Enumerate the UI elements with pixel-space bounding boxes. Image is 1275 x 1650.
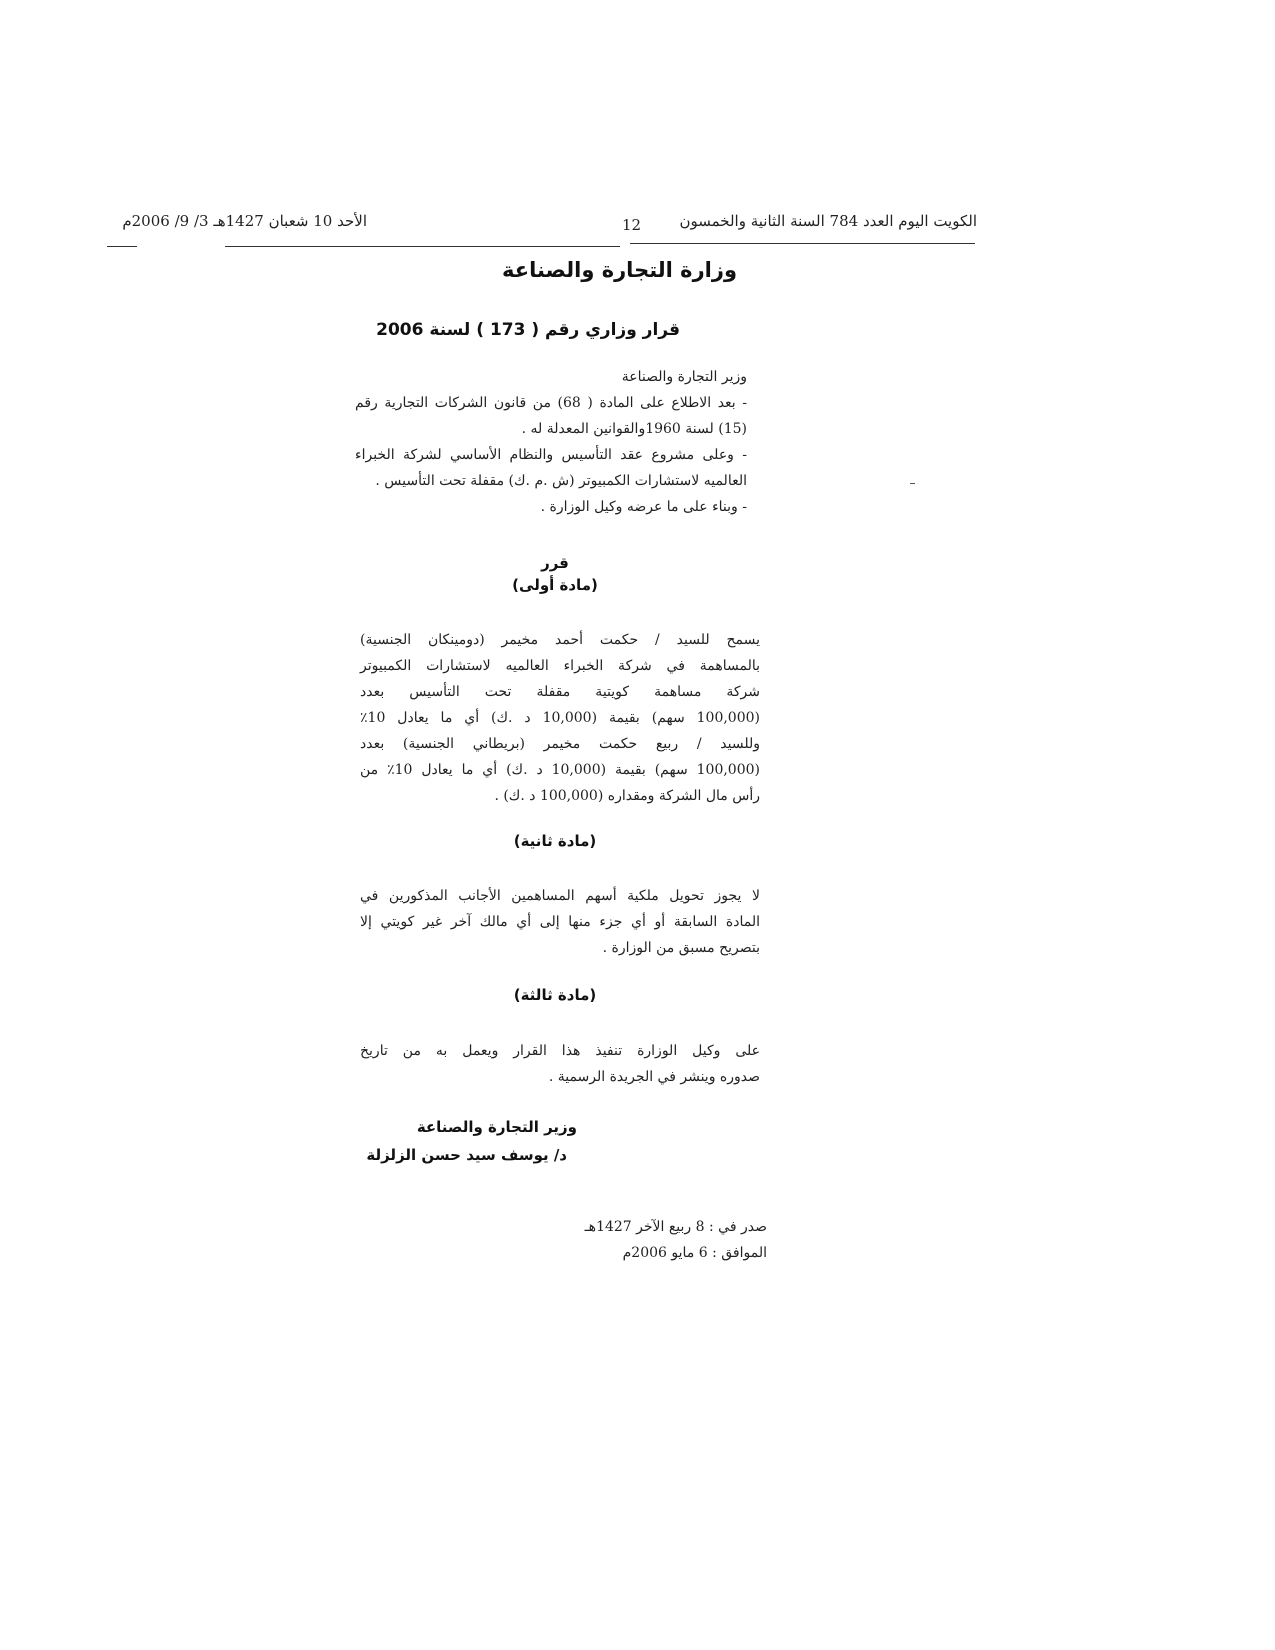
article-3-title: (مادة ثالثة) [513, 986, 597, 1004]
article-line: على وكيل الوزارة تنفيذ هذا القرار ويعمل به من تاريخ [360, 1043, 760, 1059]
preamble-line: وزير التجارة والصناعة [621, 369, 747, 385]
article-line: (100,000 سهم) بقيمة (10,000 د .ك) أي ما يعادل 10٪ [360, 710, 760, 726]
signatory-name: د/ يوسف سيد حسن الزلزلة [366, 1146, 567, 1164]
scan-speck [910, 483, 915, 484]
issue-date: الأحد 10 شعبان 1427هـ 3/ 9/ 2006م [122, 212, 367, 230]
header-rule-middle [225, 246, 620, 247]
article-line: يسمح للسيد / حكمت أحمد مخيمر (دومينكان الجنسية) [360, 632, 760, 648]
page-number: 12 [622, 216, 642, 234]
article-2-title: (مادة ثانية) [513, 832, 597, 850]
publication-header: الكويت اليوم العدد 784 السنة الثانية والخمسون [679, 212, 977, 230]
article-1-title: (مادة أولى) [512, 576, 598, 594]
preamble-line: - بعد الاطلاع على المادة ( 68) من قانون الشركات التجارية رقم [355, 395, 748, 411]
preamble-line: العالميه لاستشارات الكمبيوتر (ش .م .ك) مقفلة تحت التأسيس . [375, 473, 747, 489]
ministry-title: وزارة التجارة والصناعة [502, 258, 737, 282]
article-line: لا يجوز تحويل ملكية أسهم المساهمين الأجانب المذكورين في [360, 888, 760, 904]
signatory-title: وزير التجارة والصناعة [416, 1118, 577, 1136]
article-2-body [360, 883, 760, 961]
preamble-line: - وعلى مشروع عقد التأسيس والنظام الأساسي لشركة الخبراء [355, 447, 747, 463]
article-line: صدوره وينشر في الجريدة الرسمية . [548, 1069, 760, 1085]
article-line: بتصريح مسبق من الوزارة . [602, 940, 760, 956]
header-rule-right [630, 243, 975, 244]
article-line: المادة السابقة أو أي جزء منها إلى أي مالك آخر غير كويتي إلا [360, 914, 760, 930]
article-line: رأس مال الشركة ومقداره (100,000 د .ك) . [494, 788, 760, 804]
preamble [355, 364, 747, 520]
decided-heading: قرر [541, 554, 569, 572]
preamble-line: - وبناء على ما عرضه وكيل الوزارة . [540, 499, 747, 515]
decree-title: قرار وزاري رقم ( 173 ) لسنة 2006 [376, 320, 680, 340]
article-line: (100,000 سهم) بقيمة (10,000 د .ك) أي ما يعادل 10٪ من [360, 762, 760, 778]
preamble-line: (15) لسنة 1960والقوانين المعدلة له . [521, 421, 747, 437]
header-rule-left [107, 246, 137, 247]
article-line: بالمساهمة في شركة الخبراء العالميه لاستشارات الكمبيوتر [360, 658, 760, 674]
issued-gregorian: الموافق : 6 مايو 2006م [622, 1245, 767, 1261]
article-line: شركة مساهمة كويتية مقفلة تحت التأسيس بعدد [360, 684, 760, 700]
issued-hijri: صدر في : 8 ربيع الآخر 1427هـ [584, 1219, 767, 1235]
article-3-body [360, 1038, 760, 1090]
article-1-body [360, 627, 760, 809]
article-line: وللسيد / ربيع حكمت مخيمر (بريطاني الجنسية) بعدد [360, 736, 760, 752]
